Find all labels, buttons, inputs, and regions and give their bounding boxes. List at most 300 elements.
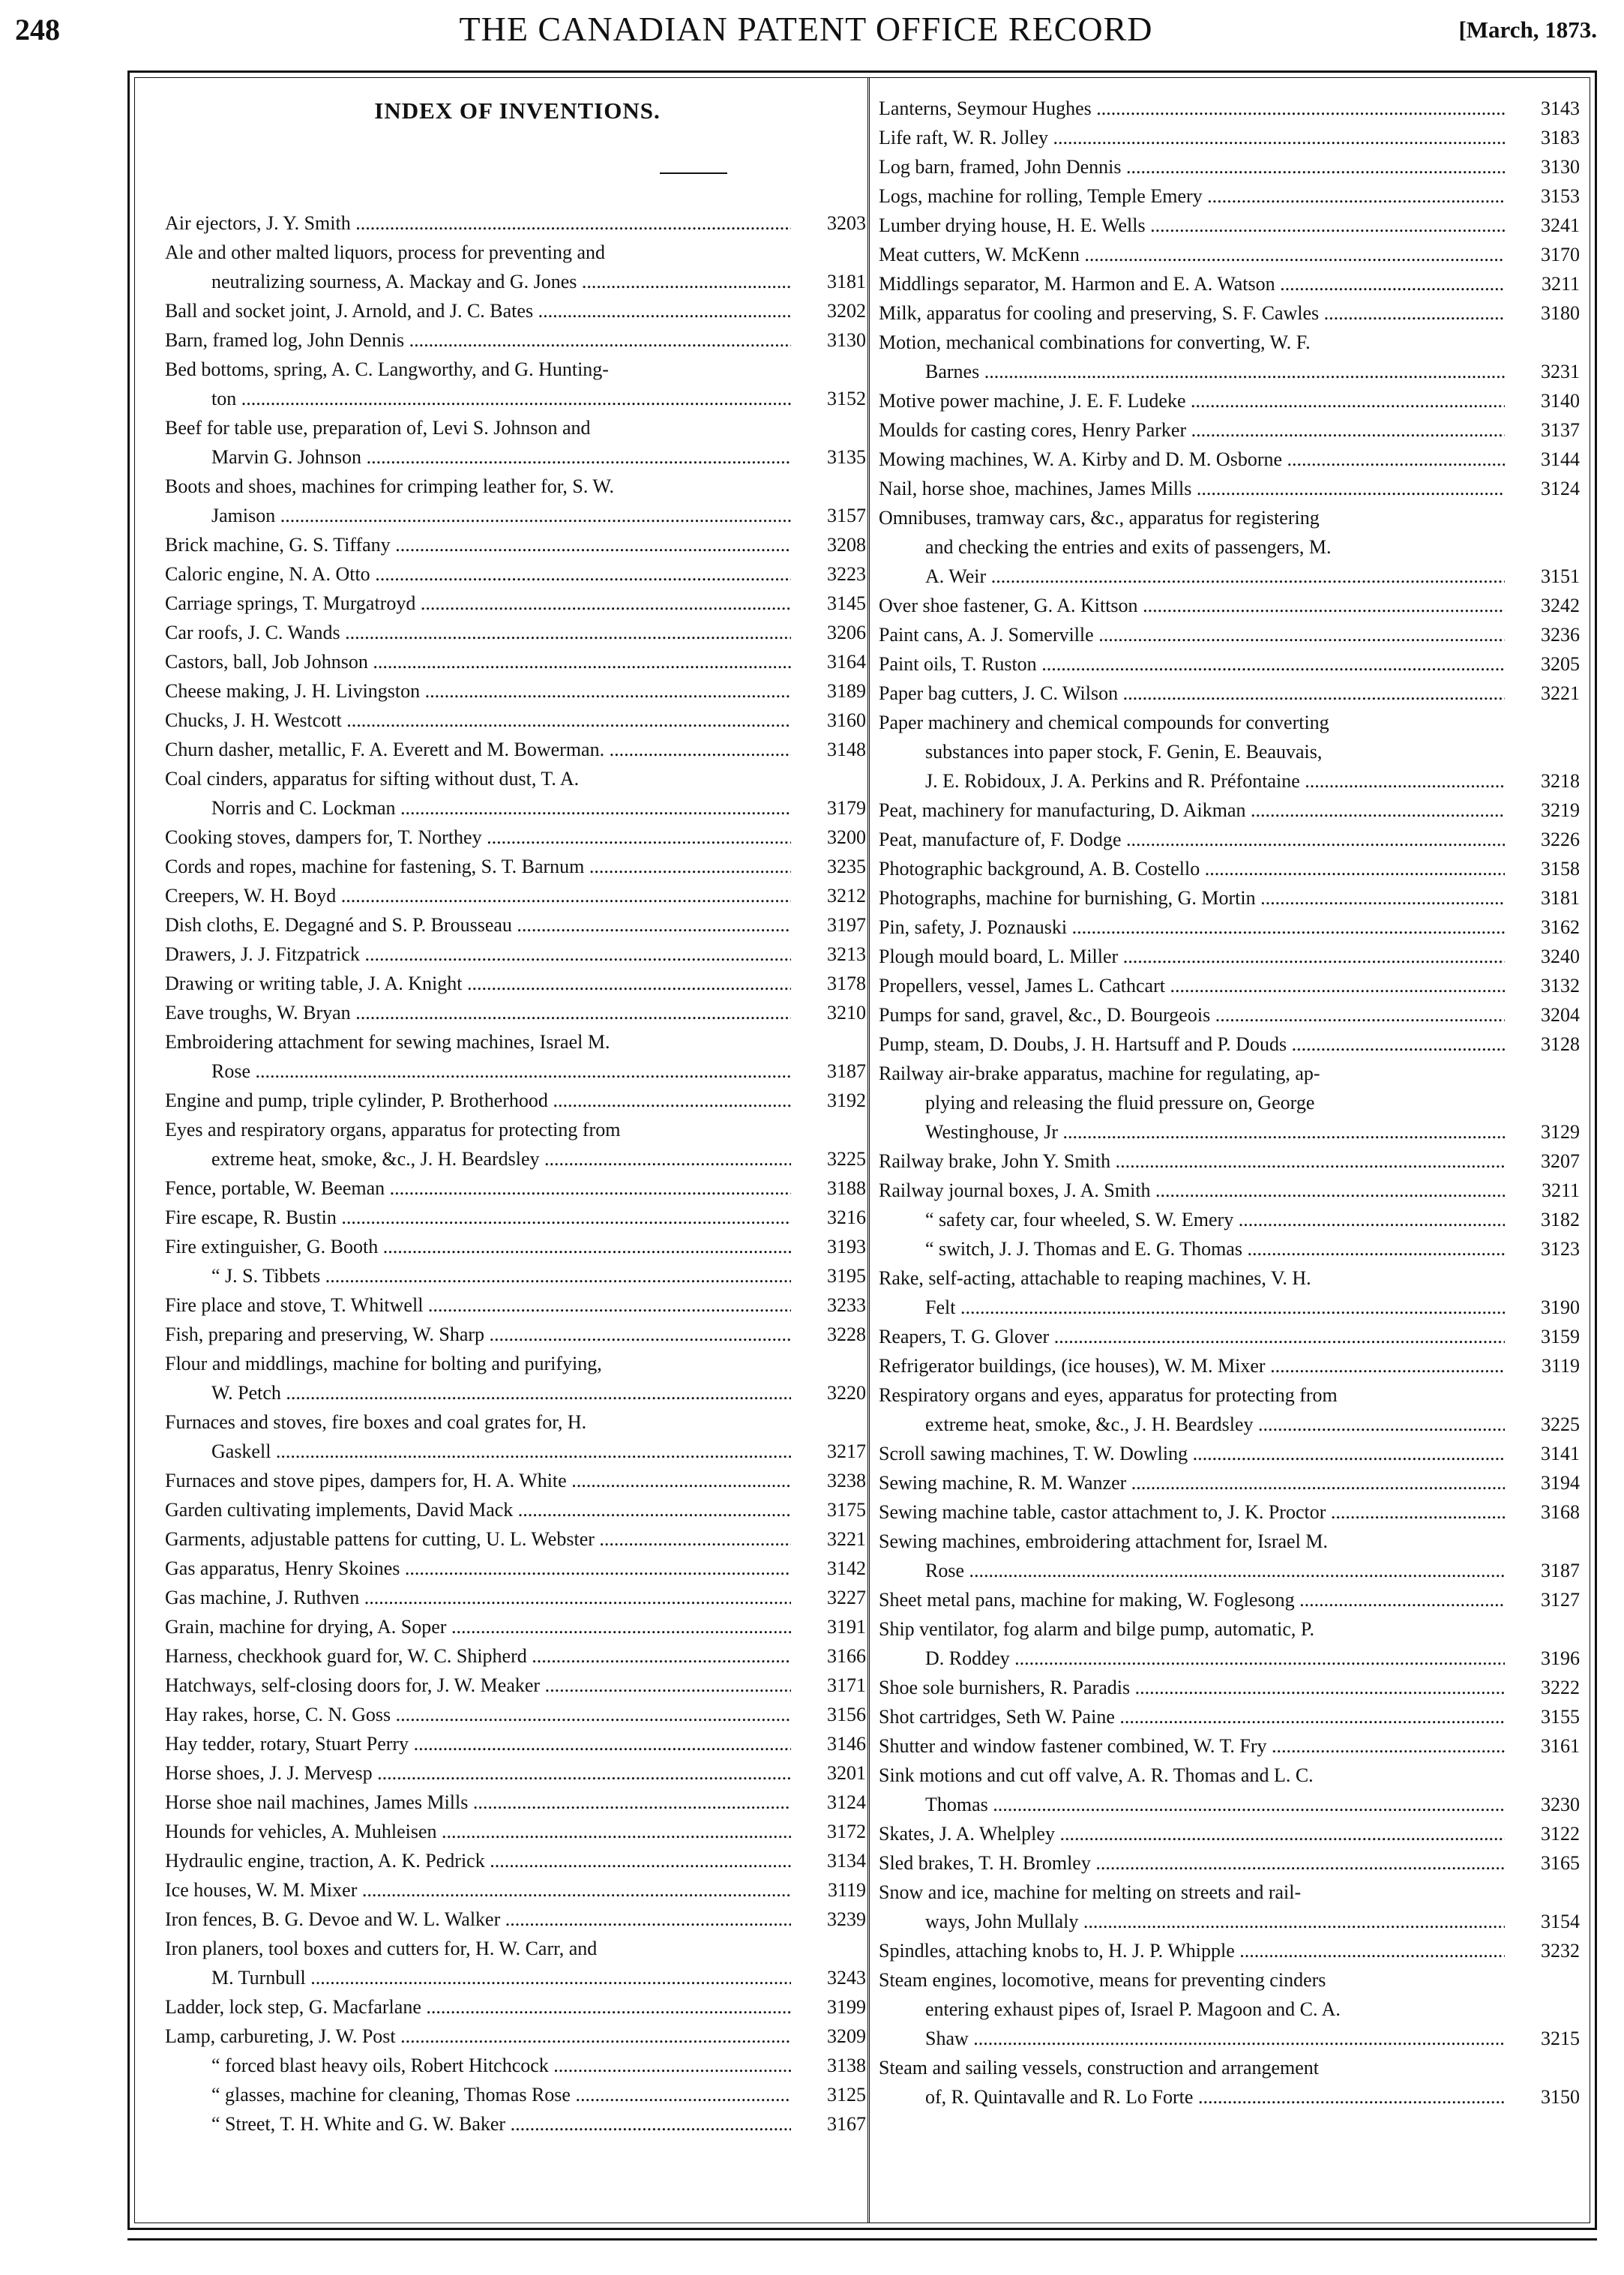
index-entry bbox=[165, 1145, 866, 1173]
entry-text: Log barn, framed, John Dennis ..... bbox=[879, 153, 1505, 181]
entry-text: Gas machine, J. Ruthven ..... bbox=[165, 1584, 791, 1612]
patent-number: 3220 bbox=[827, 1382, 866, 1404]
index-entry bbox=[165, 209, 866, 238]
entry-text: Milk, apparatus for cooling and preserving, S. F. Cawles ..... bbox=[879, 299, 1505, 328]
patent-number: 3212 bbox=[827, 885, 866, 907]
entry-text: Garden cultivating implements, David Mack ..... bbox=[165, 1496, 791, 1524]
index-entry bbox=[165, 1408, 866, 1437]
index-entry bbox=[879, 679, 1580, 708]
index-entry bbox=[165, 297, 866, 325]
entry-text: Fire place and stove, T. Whitwell ..... bbox=[165, 1291, 791, 1320]
patent-number: 3124 bbox=[1541, 478, 1580, 499]
index-entry bbox=[879, 855, 1580, 883]
index-entry bbox=[879, 913, 1580, 942]
entry-text: Pumps for sand, gravel, &c., D. Bourgeois ..... bbox=[879, 1001, 1505, 1030]
patent-number: 3207 bbox=[1541, 1150, 1580, 1172]
patent-number: 3223 bbox=[827, 563, 866, 585]
entry-text: Hay rakes, horse, C. N. Goss ..... bbox=[165, 1701, 791, 1729]
entry-text: Refrigerator buildings, (ice houses), W. M. Mixer ..... bbox=[879, 1352, 1505, 1380]
entry-text: Fire extinguisher, G. Booth ..... bbox=[165, 1233, 791, 1261]
entry-text: Nail, horse shoe, machines, James Mills ..... bbox=[879, 475, 1505, 503]
index-entry bbox=[879, 1527, 1580, 1556]
publication-title: THE CANADIAN PATENT OFFICE RECORD bbox=[459, 10, 1153, 48]
patent-number: 3164 bbox=[827, 651, 866, 673]
entry-text: Hay tedder, rotary, Stuart Perry ..... bbox=[165, 1730, 791, 1758]
patent-number: 3144 bbox=[1541, 448, 1580, 470]
index-entry bbox=[165, 1584, 866, 1612]
index-entry bbox=[165, 736, 866, 764]
entry-text: “ forced blast heavy oils, Robert Hitchcock ..... bbox=[211, 2052, 791, 2080]
index-entry bbox=[165, 1759, 866, 1788]
entry-text: Creepers, W. H. Boyd ..... bbox=[165, 882, 791, 910]
entry-text: “ glasses, machine for cleaning, Thomas Rose ..... bbox=[211, 2081, 791, 2109]
index-entry bbox=[879, 1732, 1580, 1761]
entry-text: Railway brake, John Y. Smith ..... bbox=[879, 1147, 1505, 1176]
index-entry bbox=[165, 1613, 866, 1641]
patent-number: 3213 bbox=[827, 943, 866, 965]
entry-text: Sheet metal pans, machine for making, W. Foglesong ..... bbox=[879, 1586, 1505, 1614]
index-entry bbox=[879, 1937, 1580, 1965]
entry-text: Shaw ..... bbox=[925, 2025, 1505, 2053]
index-entry bbox=[879, 1060, 1580, 1088]
index-entry bbox=[879, 767, 1580, 796]
patent-number: 3162 bbox=[1541, 916, 1580, 938]
index-entry bbox=[165, 999, 866, 1027]
patent-number: 3119 bbox=[827, 1879, 866, 1901]
patent-number: 3203 bbox=[827, 212, 866, 234]
index-entry bbox=[165, 1320, 866, 1349]
entry-text: Grain, machine for drying, A. Soper ..... bbox=[165, 1613, 791, 1641]
patent-number: 3233 bbox=[827, 1294, 866, 1316]
patent-number: 3178 bbox=[827, 973, 866, 994]
entry-text: Coal cinders, apparatus for sifting without dust, T. A. bbox=[165, 768, 580, 790]
index-entry bbox=[165, 940, 866, 969]
entry-text: Chucks, J. H. Westcott ..... bbox=[165, 706, 791, 735]
patent-number: 3193 bbox=[827, 1236, 866, 1257]
entry-text: of, R. Quintavalle and R. Lo Forte ..... bbox=[925, 2083, 1505, 2112]
entry-text: Meat cutters, W. McKenn ..... bbox=[879, 241, 1505, 269]
patent-number: 3195 bbox=[827, 1265, 866, 1287]
entry-text: Pin, safety, J. Poznauski ..... bbox=[879, 913, 1505, 942]
entry-text: Jamison ..... bbox=[211, 502, 791, 530]
index-entry bbox=[165, 1467, 866, 1495]
index-entry bbox=[165, 706, 866, 735]
entry-text: Air ejectors, J. Y. Smith ..... bbox=[165, 209, 791, 238]
entry-text: Paper machinery and chemical compounds for converting bbox=[879, 712, 1329, 733]
entry-text: Embroidering attachment for sewing machines, Israel M. bbox=[165, 1031, 610, 1053]
patent-number: 3181 bbox=[1541, 887, 1580, 909]
index-entry bbox=[165, 531, 866, 559]
entry-text: D. Roddey ..... bbox=[925, 1644, 1505, 1673]
entry-text: Sewing machine table, castor attachment to, J. K. Proctor ..... bbox=[879, 1498, 1505, 1527]
index-entry bbox=[879, 182, 1580, 211]
index-entry bbox=[879, 1089, 1580, 1117]
patent-number: 3202 bbox=[827, 300, 866, 322]
entry-text: A. Weir ..... bbox=[925, 562, 1505, 591]
entry-text: Barnes ..... bbox=[925, 358, 1505, 386]
index-entry bbox=[879, 328, 1580, 357]
index-entry bbox=[165, 1087, 866, 1115]
entry-text: Lamp, carbureting, J. W. Post ..... bbox=[165, 2022, 791, 2051]
index-entry bbox=[165, 238, 866, 267]
patent-number: 3236 bbox=[1541, 624, 1580, 646]
index-entry bbox=[165, 1496, 866, 1524]
index-entry bbox=[879, 1410, 1580, 1439]
index-entry bbox=[165, 1203, 866, 1232]
entry-text: Steam and sailing vessels, construction and arrangement bbox=[879, 2057, 1320, 2079]
patent-number: 3232 bbox=[1541, 1940, 1580, 1962]
patent-number: 3242 bbox=[1541, 595, 1580, 616]
index-entry bbox=[879, 1586, 1580, 1614]
patent-number: 3132 bbox=[1541, 975, 1580, 997]
entry-text: Pump, steam, D. Doubs, J. H. Hartsuff and P. Douds ..... bbox=[879, 1030, 1505, 1059]
patent-number: 3158 bbox=[1541, 858, 1580, 880]
patent-number: 3240 bbox=[1541, 946, 1580, 967]
entry-text: Paper bag cutters, J. C. Wilson ..... bbox=[879, 679, 1505, 708]
patent-number: 3160 bbox=[827, 709, 866, 731]
patent-number: 3211 bbox=[1541, 273, 1580, 295]
patent-number: 3148 bbox=[827, 739, 866, 760]
patent-number: 3187 bbox=[827, 1060, 866, 1082]
patent-number: 3226 bbox=[1541, 829, 1580, 850]
index-entry bbox=[165, 1964, 866, 1992]
index-entry bbox=[165, 853, 866, 881]
entry-text: Ball and socket joint, J. Arnold, and J. C. Bates ..... bbox=[165, 297, 791, 325]
patent-number: 3196 bbox=[1541, 1647, 1580, 1669]
entry-text: Mowing machines, W. A. Kirby and D. M. Osborne ..... bbox=[879, 445, 1505, 474]
index-entry bbox=[879, 562, 1580, 591]
index-entry bbox=[165, 2052, 866, 2080]
patent-number: 3205 bbox=[1541, 653, 1580, 675]
patent-number: 3161 bbox=[1541, 1735, 1580, 1757]
index-entry bbox=[165, 2081, 866, 2109]
entry-text: Furnaces and stoves, fire boxes and coal grates for, H. bbox=[165, 1411, 587, 1433]
index-entry bbox=[165, 1028, 866, 1057]
index-entry bbox=[879, 1878, 1580, 1907]
entry-text: plying and releasing the fluid pressure on, George bbox=[925, 1092, 1315, 1114]
patent-number: 3230 bbox=[1541, 1794, 1580, 1815]
patent-number: 3227 bbox=[827, 1587, 866, 1608]
entry-text: Thomas ..... bbox=[925, 1791, 1505, 1819]
patent-number: 3239 bbox=[827, 1908, 866, 1930]
issue-date: [March, 1873. bbox=[1458, 16, 1597, 43]
index-entry bbox=[165, 2022, 866, 2051]
entry-text: Fish, preparing and preserving, W. Sharp ..... bbox=[165, 1320, 791, 1349]
entry-text: Norris and C. Lockman ..... bbox=[211, 794, 791, 823]
index-entry bbox=[165, 1116, 866, 1144]
entry-text: extreme heat, smoke, &c., J. H. Beardsley ..... bbox=[211, 1145, 791, 1173]
entry-text: Moulds for casting cores, Henry Parker ..... bbox=[879, 416, 1505, 445]
entry-text: Gas apparatus, Henry Skoines ..... bbox=[165, 1554, 791, 1583]
entry-text: Beef for table use, preparation of, Levi S. Johnson and bbox=[165, 417, 591, 439]
entry-text: “ switch, J. J. Thomas and E. G. Thomas ..... bbox=[925, 1235, 1505, 1263]
entry-text: Boots and shoes, machines for crimping leather for, S. W. bbox=[165, 475, 615, 497]
index-entry bbox=[165, 1993, 866, 2022]
index-entry bbox=[165, 355, 866, 384]
entry-text: Flour and middlings, machine for bolting and purifying, bbox=[165, 1353, 602, 1374]
entry-text: Iron fences, B. G. Devoe and W. L. Walker ..... bbox=[165, 1905, 791, 1934]
index-entry bbox=[879, 387, 1580, 415]
index-entry bbox=[165, 1554, 866, 1583]
entry-text: Shot cartridges, Seth W. Paine ..... bbox=[879, 1703, 1505, 1731]
entry-text: Scroll sawing machines, T. W. Dowling ..... bbox=[879, 1440, 1505, 1468]
index-entry bbox=[165, 443, 866, 472]
entry-text: Engine and pump, triple cylinder, P. Brotherhood ..... bbox=[165, 1087, 791, 1115]
patent-number: 3181 bbox=[827, 271, 866, 292]
index-entry bbox=[165, 1935, 866, 1963]
entry-text: Cheese making, J. H. Livingston ..... bbox=[165, 677, 791, 706]
patent-number: 3167 bbox=[827, 2113, 866, 2135]
index-entry bbox=[165, 794, 866, 823]
patent-number: 3187 bbox=[1541, 1560, 1580, 1581]
index-entry bbox=[879, 1235, 1580, 1263]
entry-text: Felt ..... bbox=[925, 1293, 1505, 1322]
entry-text: “ J. S. Tibbets ..... bbox=[211, 1262, 791, 1290]
patent-number: 3201 bbox=[827, 1762, 866, 1784]
entry-text: Fence, portable, W. Beeman ..... bbox=[165, 1174, 791, 1203]
entry-text: Ice houses, W. M. Mixer ..... bbox=[165, 1876, 791, 1905]
index-entry bbox=[879, 211, 1580, 240]
patent-number: 3125 bbox=[827, 2084, 866, 2106]
entry-text: Reapers, T. G. Glover ..... bbox=[879, 1323, 1505, 1351]
entry-text: Carriage springs, T. Murgatroyd ..... bbox=[165, 589, 791, 618]
index-entry bbox=[879, 621, 1580, 649]
entry-text: Omnibuses, tramway cars, &c., apparatus for registering bbox=[879, 507, 1320, 529]
index-entry bbox=[879, 475, 1580, 503]
entry-text: Eyes and respiratory organs, apparatus for protecting from bbox=[165, 1119, 621, 1140]
patent-number: 3175 bbox=[827, 1499, 866, 1521]
entry-text: Castors, ball, Job Johnson ..... bbox=[165, 648, 791, 676]
index-entry bbox=[165, 1730, 866, 1758]
patent-number: 3218 bbox=[1541, 770, 1580, 792]
patent-number: 3123 bbox=[1541, 1238, 1580, 1260]
patent-number: 3241 bbox=[1541, 214, 1580, 236]
patent-number: 3166 bbox=[827, 1645, 866, 1667]
patent-number: 3221 bbox=[1541, 682, 1580, 704]
index-entry bbox=[879, 270, 1580, 298]
index-entry bbox=[165, 911, 866, 940]
patent-number: 3225 bbox=[1541, 1413, 1580, 1435]
index-entry bbox=[879, 650, 1580, 679]
patent-number: 3154 bbox=[1541, 1911, 1580, 1932]
patent-number: 3216 bbox=[827, 1206, 866, 1228]
patent-number: 3151 bbox=[1541, 565, 1580, 587]
patent-number: 3143 bbox=[1541, 97, 1580, 119]
entry-text: Rake, self-acting, attachable to reaping machines, V. H. bbox=[879, 1267, 1311, 1289]
entry-text: Lumber drying house, H. E. Wells ..... bbox=[879, 211, 1505, 240]
index-entry bbox=[165, 1905, 866, 1934]
patent-number: 3191 bbox=[827, 1616, 866, 1638]
index-entry bbox=[165, 326, 866, 355]
index-entry bbox=[165, 1437, 866, 1466]
index-entry bbox=[879, 1498, 1580, 1527]
patent-number: 3168 bbox=[1541, 1501, 1580, 1523]
entry-text: Sled brakes, T. H. Bromley ..... bbox=[879, 1849, 1505, 1878]
patent-number: 3138 bbox=[827, 2055, 866, 2076]
patent-number: 3141 bbox=[1541, 1443, 1580, 1464]
entry-text: Lanterns, Seymour Hughes ..... bbox=[879, 94, 1505, 123]
index-entry bbox=[879, 1264, 1580, 1293]
entry-text: Photographs, machine for burnishing, G. Mortin ..... bbox=[879, 884, 1505, 913]
patent-number: 3219 bbox=[1541, 799, 1580, 821]
index-entry bbox=[879, 1908, 1580, 1936]
index-entry bbox=[879, 1176, 1580, 1205]
index-entry bbox=[879, 592, 1580, 620]
index-entry bbox=[879, 972, 1580, 1000]
patent-number: 3199 bbox=[827, 1996, 866, 2018]
entry-text: Railway air-brake apparatus, machine for regulating, ap- bbox=[879, 1063, 1320, 1084]
entry-text: ton ..... bbox=[211, 385, 791, 413]
entry-text: Eave troughs, W. Bryan ..... bbox=[165, 999, 791, 1027]
index-entry bbox=[879, 826, 1580, 854]
index-entry bbox=[879, 1001, 1580, 1030]
entry-text: Photographic background, A. B. Costello ..... bbox=[879, 855, 1505, 883]
patent-number: 3153 bbox=[1541, 185, 1580, 207]
index-entry bbox=[165, 268, 866, 296]
entry-text: Respiratory organs and eyes, apparatus for protecting from bbox=[879, 1384, 1338, 1406]
entry-text: Hydraulic engine, traction, A. K. Pedrick ..... bbox=[165, 1847, 791, 1875]
patent-number: 3157 bbox=[827, 505, 866, 526]
index-entry bbox=[879, 2083, 1580, 2112]
patent-number: 3228 bbox=[827, 1323, 866, 1345]
entry-text: Sewing machines, embroidering attachment for, Israel M. bbox=[879, 1530, 1328, 1552]
entry-text: Sink motions and cut off valve, A. R. Thomas and L. C. bbox=[879, 1764, 1314, 1786]
entry-text: Iron planers, tool boxes and cutters for, H. W. Carr, and bbox=[165, 1938, 598, 1959]
patent-number: 3156 bbox=[827, 1704, 866, 1725]
index-entry bbox=[165, 414, 866, 442]
entry-text: M. Turnbull ..... bbox=[211, 1964, 791, 1992]
entry-text: Logs, machine for rolling, Temple Emery ..... bbox=[879, 182, 1505, 211]
index-entry bbox=[165, 560, 866, 589]
index-entry bbox=[165, 1818, 866, 1846]
index-entry bbox=[879, 1352, 1580, 1380]
index-entry bbox=[165, 882, 866, 910]
index-entry bbox=[165, 1788, 866, 1817]
patent-number: 3119 bbox=[1541, 1355, 1580, 1377]
index-entry bbox=[879, 1030, 1580, 1059]
index-entry bbox=[165, 1057, 866, 1086]
entry-text: substances into paper stock, F. Genin, E. Beauvais, bbox=[925, 741, 1323, 763]
index-entry bbox=[165, 1174, 866, 1203]
patent-number: 3197 bbox=[827, 914, 866, 936]
entry-text: “ Street, T. H. White and G. W. Baker ..... bbox=[211, 2110, 791, 2139]
index-entry bbox=[165, 502, 866, 530]
patent-number: 3183 bbox=[1541, 127, 1580, 148]
patent-number: 3180 bbox=[1541, 302, 1580, 324]
entry-text: Shoe sole burnishers, R. Paradis ..... bbox=[879, 1674, 1505, 1702]
index-entry bbox=[879, 1644, 1580, 1673]
entry-text: Hatchways, self-closing doors for, J. W. Meaker ..... bbox=[165, 1671, 791, 1700]
entry-text: Dish cloths, E. Degagné and S. P. Brousseau ..... bbox=[165, 911, 791, 940]
entry-text: Sewing machine, R. M. Wanzer ..... bbox=[879, 1469, 1505, 1497]
entry-text: Paint oils, T. Ruston ..... bbox=[879, 650, 1505, 679]
patent-number: 3238 bbox=[827, 1470, 866, 1491]
entry-text: Ale and other malted liquors, process for preventing and bbox=[165, 241, 605, 263]
index-entry bbox=[165, 1876, 866, 1905]
entry-text: Car roofs, J. C. Wands ..... bbox=[165, 619, 791, 647]
entry-text: Barn, framed log, John Dennis ..... bbox=[165, 326, 791, 355]
entry-text: Caloric engine, N. A. Otto ..... bbox=[165, 560, 791, 589]
patent-number: 3145 bbox=[827, 592, 866, 614]
entry-text: Harness, checkhook guard for, W. C. Shipherd ..... bbox=[165, 1642, 791, 1671]
entry-text: Motion, mechanical combinations for converting, W. F. bbox=[879, 331, 1311, 353]
index-entry bbox=[879, 709, 1580, 737]
index-entry bbox=[165, 385, 866, 413]
entry-text: Marvin G. Johnson ..... bbox=[211, 443, 791, 472]
patent-number: 3129 bbox=[1541, 1121, 1580, 1143]
entry-text: and checking the entries and exits of passengers, M. bbox=[925, 536, 1332, 558]
patent-number: 3221 bbox=[827, 1528, 866, 1550]
patent-number: 3211 bbox=[1541, 1179, 1580, 1201]
index-entry bbox=[165, 1525, 866, 1554]
patent-number: 3122 bbox=[1541, 1823, 1580, 1845]
index-entry bbox=[879, 1791, 1580, 1819]
patent-number: 3146 bbox=[827, 1733, 866, 1755]
entry-text: Fire escape, R. Bustin ..... bbox=[165, 1203, 791, 1232]
entry-text: Horse shoe nail machines, James Mills ..... bbox=[165, 1788, 791, 1817]
index-entry bbox=[879, 94, 1580, 123]
entry-text: neutralizing sourness, A. Mackay and G. Jones ..... bbox=[211, 268, 791, 296]
patent-number: 3192 bbox=[827, 1090, 866, 1111]
index-entry bbox=[879, 445, 1580, 474]
index-entry bbox=[879, 241, 1580, 269]
entry-text: Drawing or writing table, J. A. Knight ..... bbox=[165, 970, 791, 998]
entry-text: Spindles, attaching knobs to, H. J. P. Whipple ..... bbox=[879, 1937, 1505, 1965]
patent-number: 3150 bbox=[1541, 2086, 1580, 2108]
entry-text: J. E. Robidoux, J. A. Perkins and R. Préfontaine ..... bbox=[925, 767, 1505, 796]
patent-number: 3135 bbox=[827, 446, 866, 468]
index-entry bbox=[879, 358, 1580, 386]
patent-number: 3194 bbox=[1541, 1472, 1580, 1494]
index-entry bbox=[165, 589, 866, 618]
patent-number: 3171 bbox=[827, 1674, 866, 1696]
patent-number: 3189 bbox=[827, 680, 866, 702]
patent-number: 3182 bbox=[1541, 1209, 1580, 1230]
index-entry bbox=[165, 1233, 866, 1261]
patent-number: 3152 bbox=[827, 388, 866, 409]
entry-text: Hounds for vehicles, A. Muhleisen ..... bbox=[165, 1818, 791, 1846]
entry-text: Garments, adjustable pattens for cutting, U. L. Webster ..... bbox=[165, 1525, 791, 1554]
patent-number: 3130 bbox=[827, 329, 866, 351]
index-entry bbox=[879, 796, 1580, 825]
index-entry bbox=[165, 1291, 866, 1320]
index-entry bbox=[879, 124, 1580, 152]
entry-text: Rose ..... bbox=[211, 1057, 791, 1086]
entry-text: Shutter and window fastener combined, W. T. Fry ..... bbox=[879, 1732, 1505, 1761]
index-entry bbox=[879, 1147, 1580, 1176]
entry-text: Cooking stoves, dampers for, T. Northey ..... bbox=[165, 823, 791, 852]
entry-text: Motive power machine, J. E. F. Ludeke ..... bbox=[879, 387, 1505, 415]
page-header bbox=[15, 9, 1597, 51]
patent-number: 3206 bbox=[827, 622, 866, 643]
index-entry bbox=[879, 2054, 1580, 2082]
index-entry bbox=[165, 1350, 866, 1378]
index-entry bbox=[879, 1995, 1580, 2024]
index-entry bbox=[879, 1820, 1580, 1848]
entry-text: Rose ..... bbox=[925, 1557, 1505, 1585]
index-entry bbox=[165, 765, 866, 793]
index-entry bbox=[165, 1847, 866, 1875]
patent-number: 3210 bbox=[827, 1002, 866, 1024]
entry-text: Paint cans, A. J. Somerville ..... bbox=[879, 621, 1505, 649]
entry-text: Life raft, W. R. Jolley ..... bbox=[879, 124, 1505, 152]
patent-number: 3127 bbox=[1541, 1589, 1580, 1611]
index-entry bbox=[879, 153, 1580, 181]
patent-number: 3208 bbox=[827, 534, 866, 556]
index-entry bbox=[879, 1966, 1580, 1995]
index-entry bbox=[879, 504, 1580, 532]
entry-text: Snow and ice, machine for melting on streets and rail- bbox=[879, 1881, 1302, 1903]
